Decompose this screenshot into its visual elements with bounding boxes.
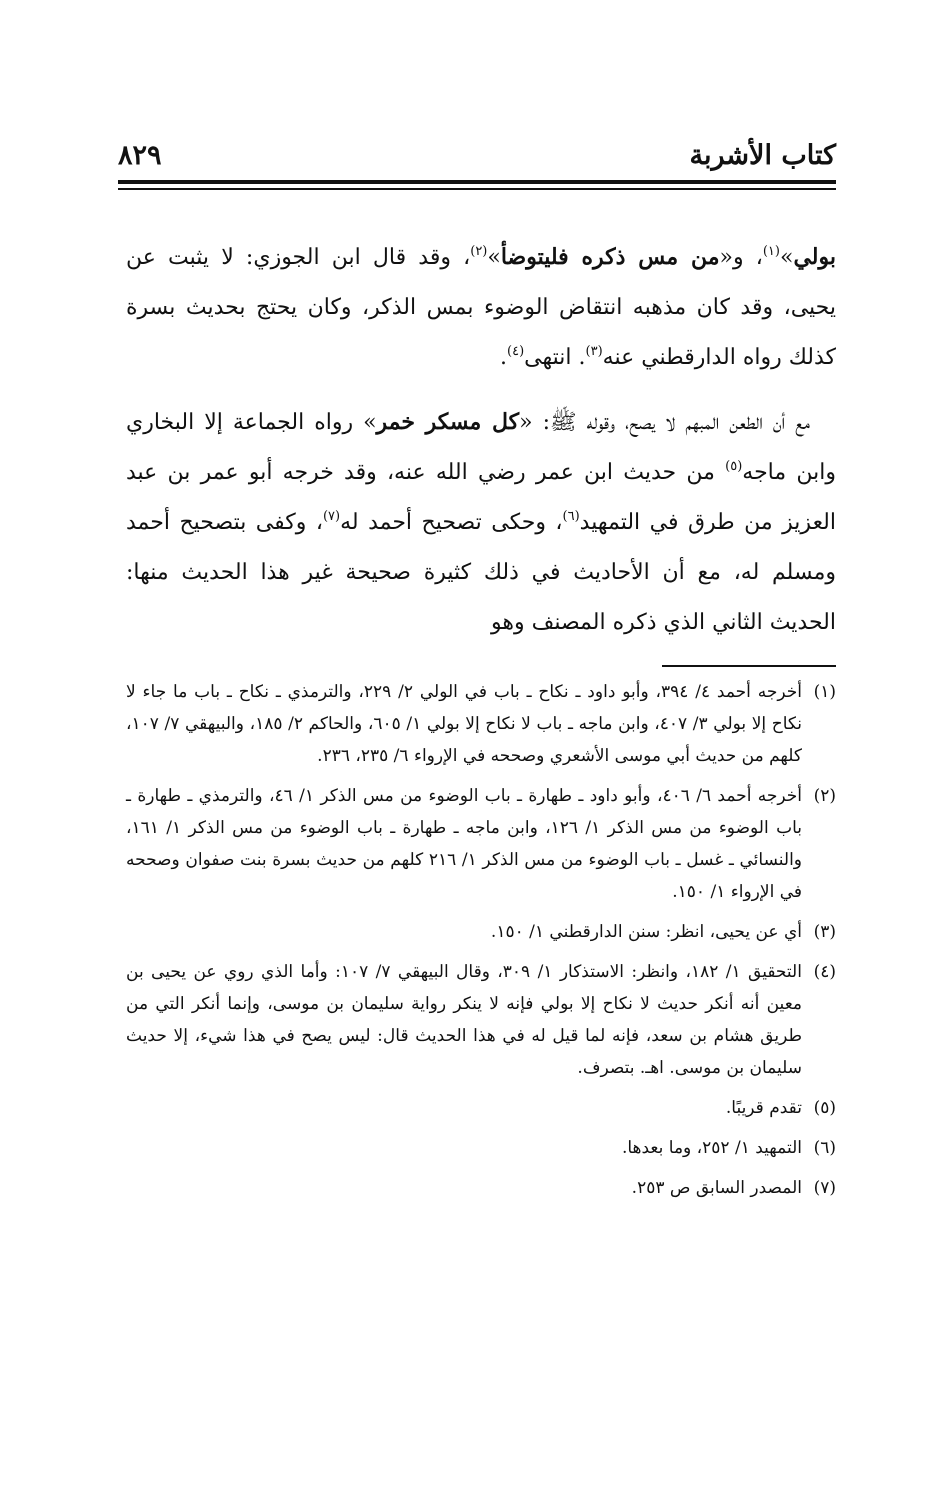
- main-text: [126, 232, 836, 648]
- text-run: »: [487, 245, 501, 270]
- footnote-1: [126, 676, 836, 772]
- footnote-5: [126, 1092, 836, 1124]
- text-run: . انتهى: [524, 345, 586, 370]
- footnote-text: أي عن يحيى، انظر: سنن الدارقطني ١/ ١٥٠.: [490, 922, 802, 942]
- footnote-text: المصدر السابق ص ٢٥٣.: [631, 1178, 802, 1198]
- chapter-title: كتاب الأشربة: [689, 140, 836, 171]
- footnote-text: أخرجه أحمد ٦/ ٤٠٦، وأبو داود ـ طهارة ـ باب الوضوء من مس الذكر ١/ ٤٦، والترمذي ـ طهارة ـ باب الوضوء من مس الذكر ١/ ١٢٦، وابن ماجه ـ طهارة ـ باب الوضوء من مس الذكر ١/ ١٦١، والنسائي ـ غسل ـ باب الوضوء من مس الذكر ١/ ٢١٦ كلهم من حديث بسرة بنت صفوان وصححه في الإرواء ١/ ١٥٠.: [126, 786, 803, 902]
- footnote-ref-4[interactable]: (٤): [507, 344, 525, 359]
- footnote-text: التحقيق ١/ ١٨٢، وانظر: الاستذكار ١/ ٣٠٩، وقال البيهقي ٧/ ١٠٧: وأما الذي روي عن يحيى بن معين أنه أنكر حديث لا نكاح إلا بولي فإنه لا ينكر رواية سليمان بن موسى، وإنما أنكر التي من طريق هشام بن سعد، فإنه لما قيل له في هذا الحديث قال: ليس يصح في هذا شيء، إلا حديث سليمان بن موسى. اهـ. بتصرف.: [126, 962, 802, 1078]
- running-header: [118, 140, 836, 172]
- text-run: »: [779, 245, 794, 270]
- footnote-text: التمهيد ١/ ٢٥٢، وما بعدها.: [621, 1138, 802, 1158]
- footnote-ref-1[interactable]: (١): [762, 244, 780, 259]
- header-rule-thin: [118, 188, 836, 190]
- footnote-number: (١): [813, 682, 836, 702]
- footnote-ref-6[interactable]: (٦): [562, 509, 580, 524]
- footnote-number: (٤): [813, 962, 836, 982]
- footnote-number: (٦): [813, 1138, 836, 1158]
- text-run: ، وكفى بتصحيح أحمد ومسلم له، مع أن الأحاديث في ذلك كثيرة صحيحة غير هذا الحديث منها: الحديث الثاني الذي ذكره المصنف وهو: [126, 510, 836, 635]
- text-run: ، وقد قال ابن الجوزي: لا يثبت عن يحيى، وقد كان مذهبه انتقاض الوضوء بمس الذكر، وكان يحتج بحديث بسرة كذلك رواه الدارقطني عنه: [126, 245, 836, 370]
- text-run: ، وحكى تصحيح أحمد له: [340, 510, 563, 535]
- footnote-ref-5[interactable]: (٥): [725, 459, 743, 474]
- footnote-2: [126, 780, 836, 908]
- footnotes: [126, 676, 836, 1212]
- paragraph-2: [126, 397, 836, 648]
- text-run: .: [500, 345, 508, 370]
- footnote-7: [126, 1172, 836, 1204]
- footnote-separator: [662, 665, 836, 667]
- text-run: مع أن الطعن المبهم لا يصح، وقوله ﷺ: «: [519, 410, 810, 435]
- footnote-text: تقدم قريبًا.: [725, 1098, 802, 1118]
- footnote-number: (٣): [813, 922, 836, 942]
- text-run: ، و«: [719, 245, 763, 270]
- footnote-3: [126, 916, 836, 948]
- paragraph-1: [126, 232, 836, 383]
- footnote-ref-3[interactable]: (٣): [585, 344, 603, 359]
- hadith-text-2: من مس ذكره فليتوضأ: [500, 244, 720, 270]
- footnote-ref-7[interactable]: (٧): [322, 509, 341, 524]
- footnote-text: أخرجه أحمد ٤/ ٣٩٤، وأبو داود ـ نكاح ـ باب في الولي ٢/ ٢٢٩، والترمذي ـ نكاح ـ باب ما جاء لا نكاح إلا بولي ٣/ ٤٠٧، وابن ماجه ـ باب لا نكاح إلا بولي ١/ ٦٠٥، والحاكم ٢/ ١٨٥، والبيهقي ٧/ ١٠٧، كلهم من حديث أبي موسى الأشعري وصححه في الإرواء ٦/ ٢٣٥، ٢٣٦.: [126, 682, 803, 766]
- hadith-text-3: كل مسكر خمر: [376, 409, 520, 435]
- header-rule-thick: [118, 180, 836, 184]
- text-run: » رواه الجماعة إلا البخاري وابن ماجه: [126, 410, 836, 485]
- text-run: من حديث ابن عمر رضي الله عنه، وقد خرجه أبو عمر بن عبد العزيز من طرق في التمهيد: [126, 460, 836, 535]
- page-number: ٨٢٩: [118, 140, 162, 171]
- footnote-number: (٢): [813, 786, 836, 806]
- footnote-4: [126, 956, 836, 1084]
- footnote-number: (٧): [813, 1178, 836, 1198]
- footnote-number: (٥): [813, 1098, 836, 1118]
- footnote-6: [126, 1132, 836, 1164]
- hadith-text-1: بولي: [793, 244, 836, 270]
- footnote-ref-2[interactable]: (٢): [470, 244, 488, 259]
